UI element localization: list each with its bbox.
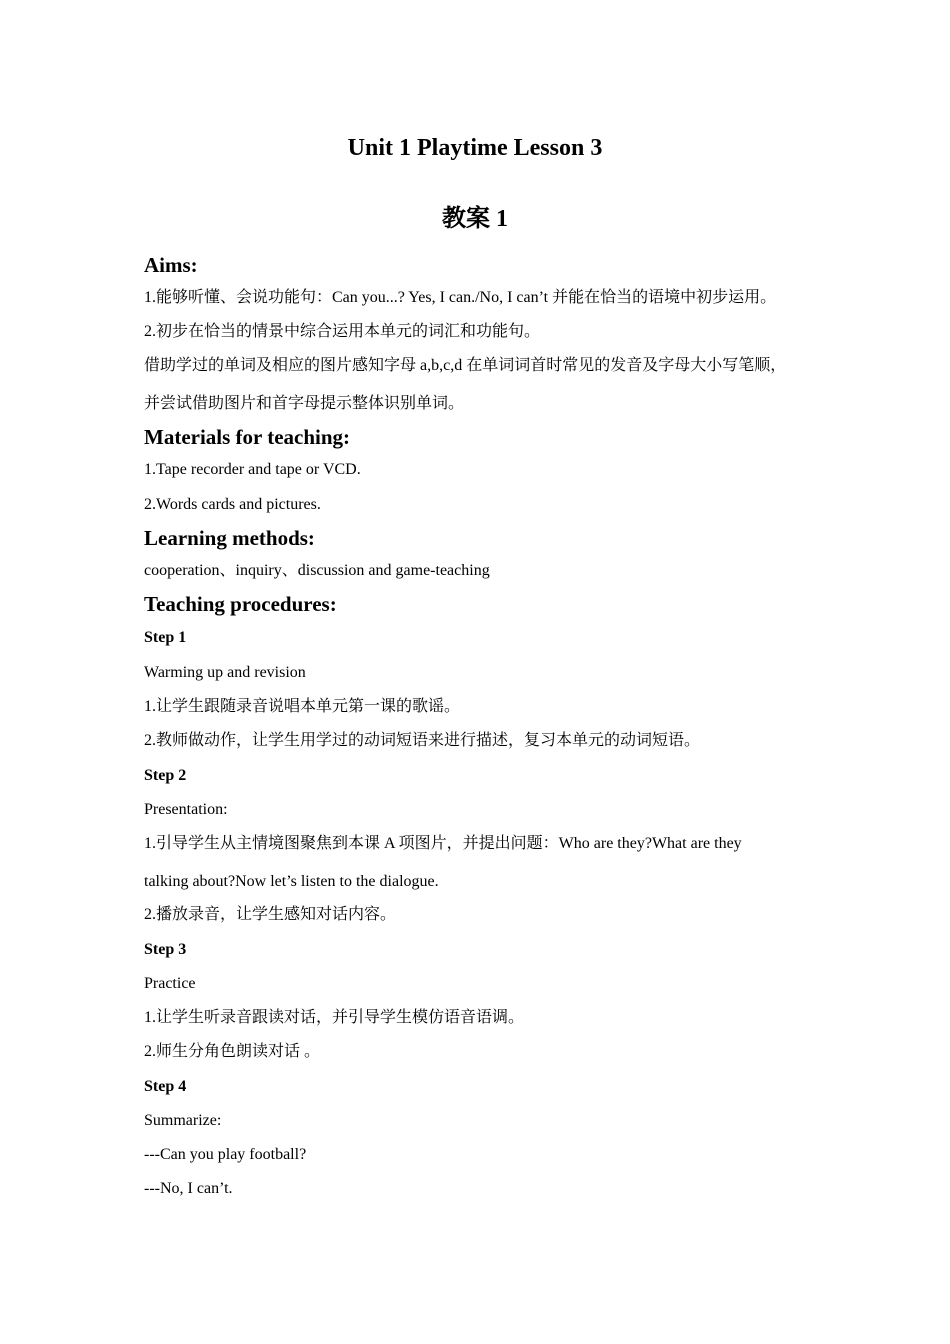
aims-line-4: 并尝试借助图片和首字母提示整体识别单词。 (144, 395, 465, 412)
step-1-line-2: 1.让学生跟随录音说唱本单元第一课的歌谣。 (144, 698, 461, 715)
step-2-label: Step 2 (144, 767, 187, 784)
step-3-line-3: 2.师生分角色朗读对话 。 (144, 1043, 321, 1060)
step-1-line-1: Warming up and revision (144, 664, 306, 681)
step-2-line-4: 2.播放录音，让学生感知对话内容。 (144, 906, 397, 923)
procedures-heading: Teaching procedures: (144, 592, 337, 616)
step-4-label: Step 4 (144, 1078, 187, 1095)
step-4-line-3: ---No, I can’t. (144, 1180, 233, 1197)
step-1-label: Step 1 (144, 629, 187, 646)
materials-line-2: 2.Words cards and pictures. (144, 496, 321, 513)
step-4-line-2: ---Can you play football? (144, 1146, 307, 1163)
step-2-line-2: 1.引导学生从主情境图聚焦到本课 A 项图片，并提出问题：Who are they?What are they (144, 835, 742, 852)
step-3-line-2: 1.让学生听录音跟读对话，并引导学生模仿语音语调。 (144, 1009, 525, 1026)
aims-heading: Aims: (144, 253, 198, 277)
aims-line-1: 1.能够听懂、会说功能句：Can you...? Yes, I can./No, I can’t 并能在恰当的语境中初步运用。 (144, 289, 777, 306)
step-3-label: Step 3 (144, 941, 187, 958)
materials-line-1: 1.Tape recorder and tape or VCD. (144, 461, 361, 478)
methods-line-1: cooperation、inquiry、discussion and game-teaching (144, 562, 490, 579)
document-body (144, 250, 824, 1199)
aims-line-2: 2.初步在恰当的情景中综合运用本单元的词汇和功能句。 (144, 323, 541, 340)
document-title: Unit 1 Playtime Lesson 3 (347, 135, 603, 161)
step-4-line-1: Summarize: (144, 1112, 222, 1129)
step-2-line-1: Presentation: (144, 801, 228, 818)
document-subtitle: 教案 1 (442, 206, 508, 232)
step-2-line-3: talking about?Now let’s listen to the dialogue. (144, 873, 439, 890)
aims-line-3: 借助学过的单词及相应的图片感知字母 a,b,c,d 在单词词首时常见的发音及字母大小写笔顺， (144, 357, 787, 374)
materials-heading: Materials for teaching: (144, 425, 351, 449)
step-1-line-3: 2.教师做动作，让学生用学过的动词短语来进行描述，复习本单元的动词短语。 (144, 732, 701, 749)
step-3-line-1: Practice (144, 975, 196, 992)
methods-heading: Learning methods: (144, 526, 315, 550)
